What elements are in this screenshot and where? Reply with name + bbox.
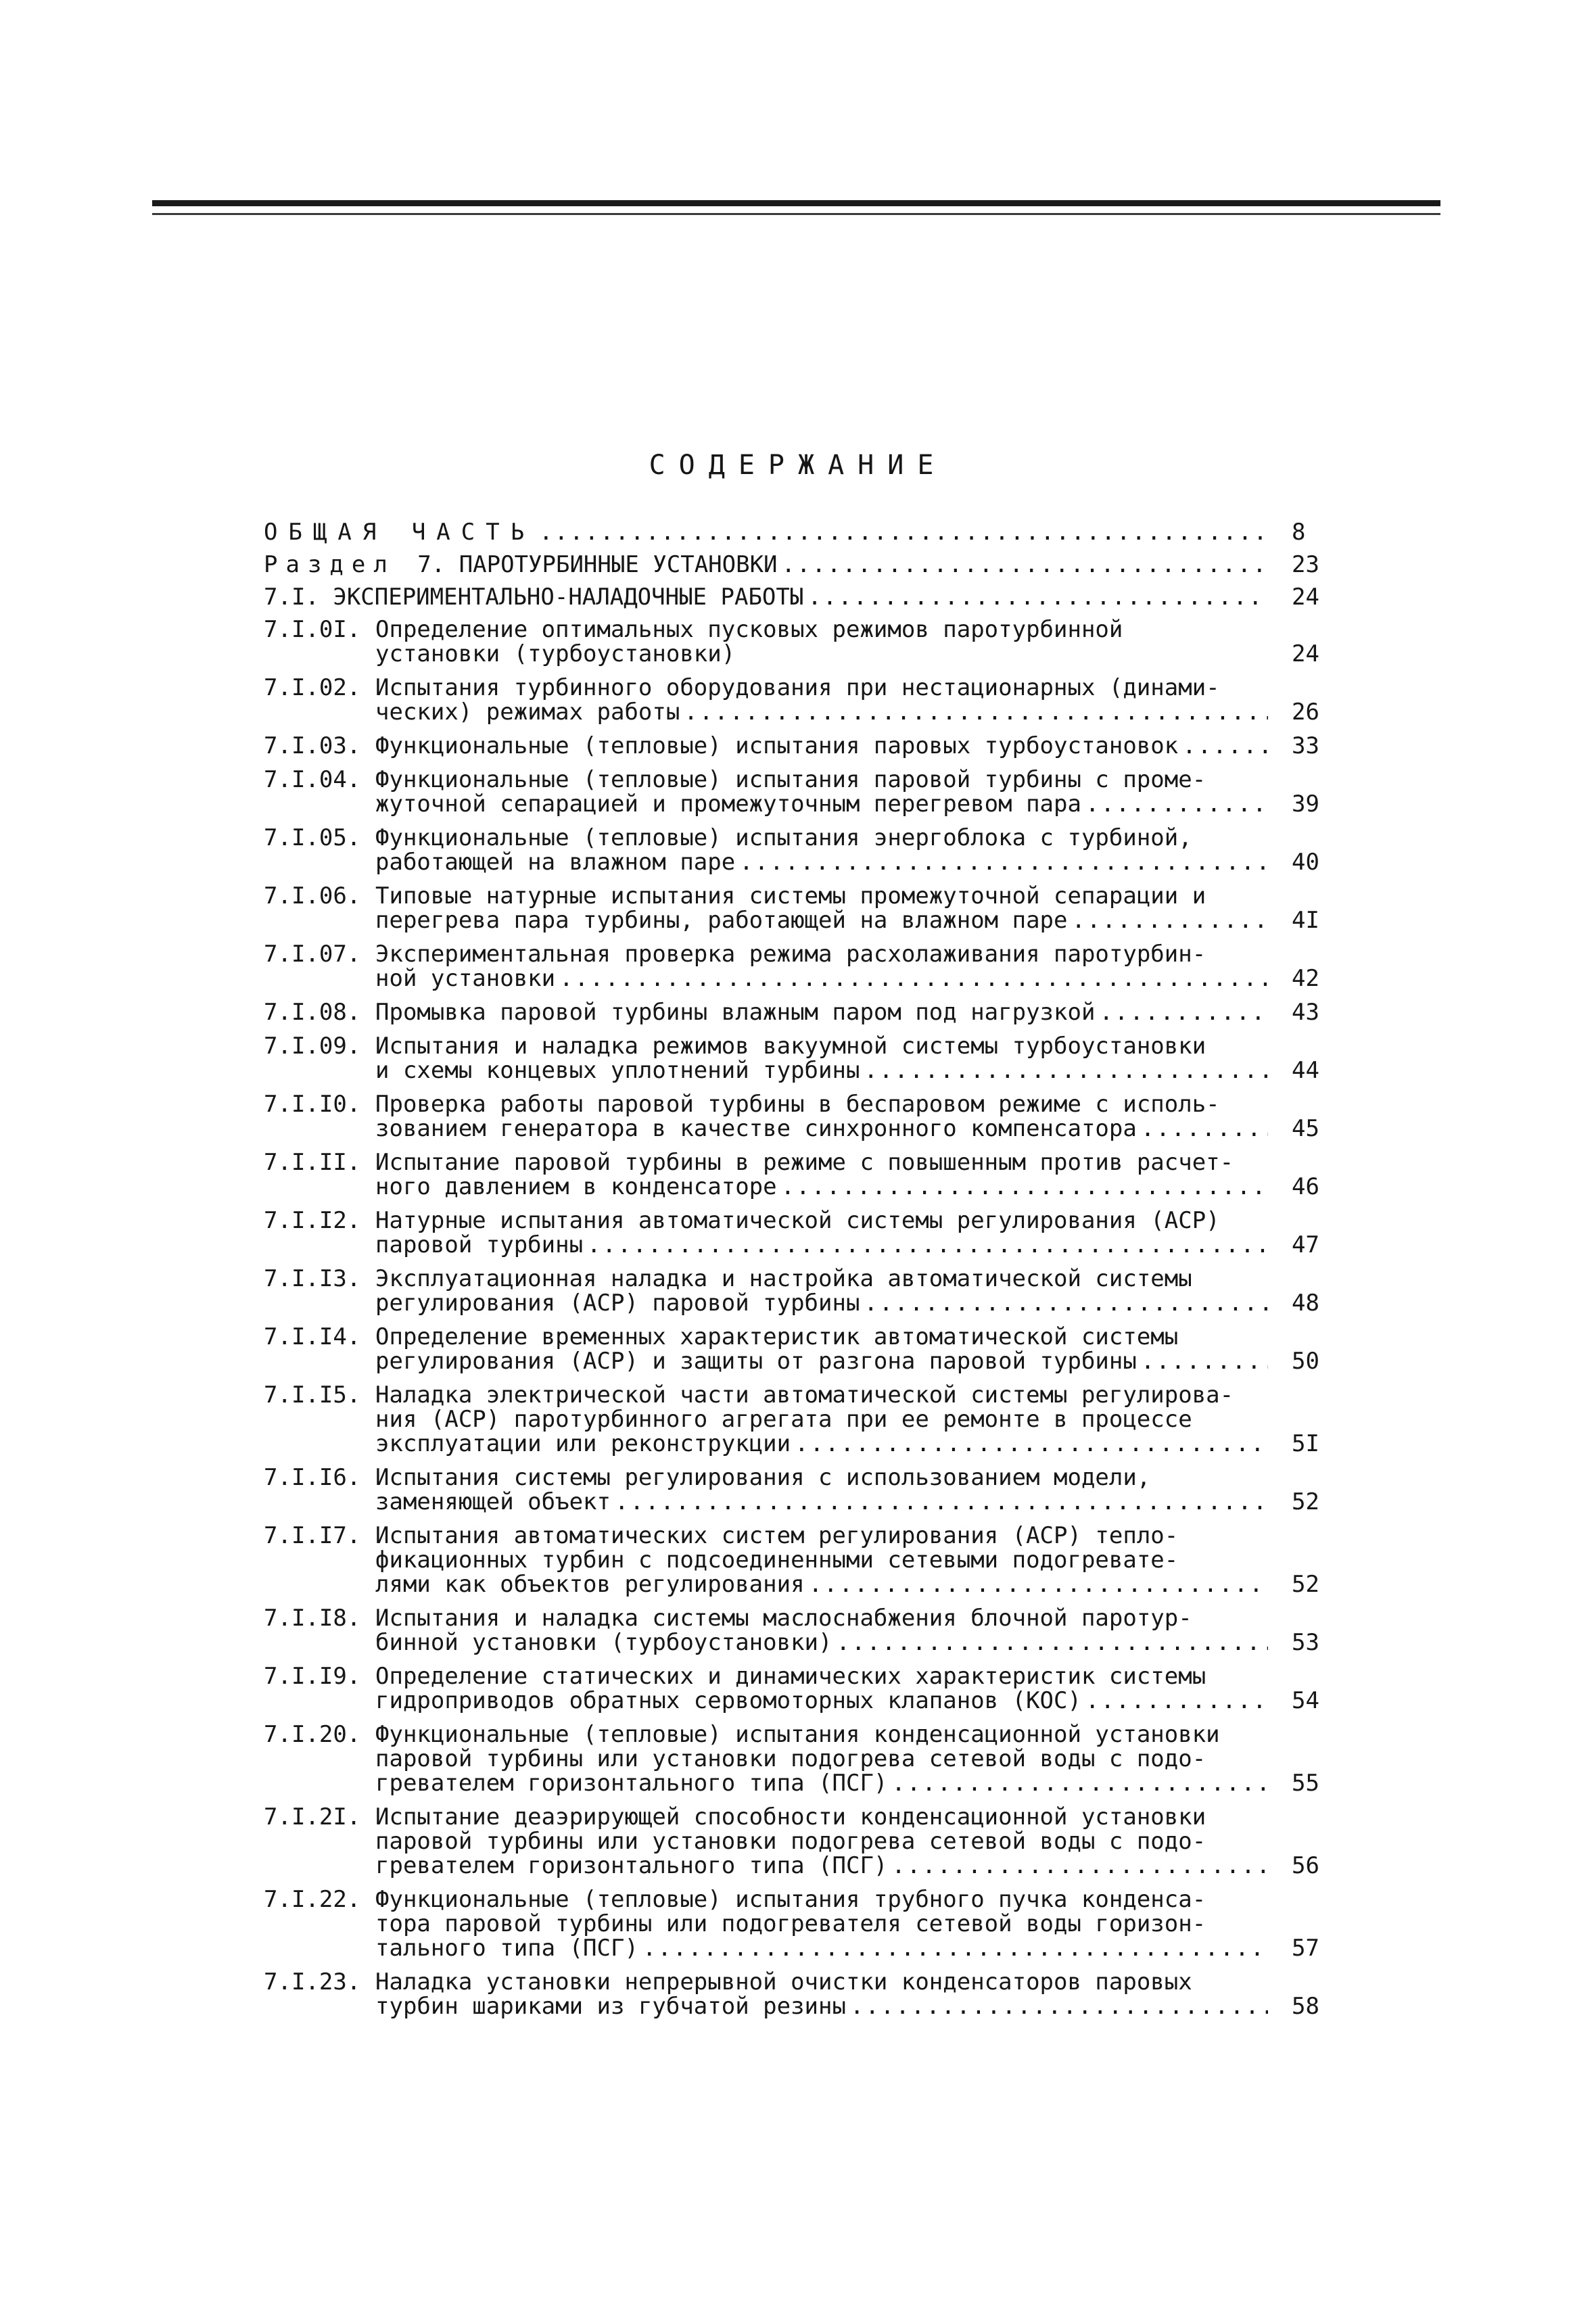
- toc-entry-title: Испытание деаэрирующей способности конденсационной установки паровой турбины или установки подогрева сетевой воды с подо- гревателем горизонтального типа (ПСГ) .....: [375, 1805, 1268, 1878]
- dot-leader: [587, 1233, 1268, 1257]
- toc-page-number: 44: [1292, 1057, 1319, 1084]
- toc-page-number: 46: [1292, 1173, 1319, 1200]
- toc-entry-title: Испытания и наладка режимов вакуумной системы турбоустановки и схемы концевых уплотнений турбины .....: [375, 1034, 1268, 1083]
- toc-entry-title: Проверка работы паровой турбины в беспаровом режиме с исполь- зованием генератора в качестве синхронного компенсатора .....: [375, 1092, 1268, 1141]
- dot-leader: [559, 966, 1268, 991]
- toc-entry: [264, 734, 1346, 758]
- dot-leader: [642, 1936, 1268, 1960]
- toc-entry-title: Функциональные (тепловые) испытания паровой турбины с проме- жуточной сепарацией и промежуточным перегревом пара .....: [375, 768, 1268, 816]
- toc-entry-title: Функциональные (тепловые) испытания энергоблока с турбиной, работающей на влажном паре .....: [375, 826, 1268, 874]
- toc-entry-title: Функциональные (тепловые) испытания конденсационной установки паровой турбины или установки подогрева сетевой воды с подо- гревателем горизонтального типа (ПСГ) .....: [375, 1722, 1268, 1795]
- toc-entry-number: 7.I.I0.: [264, 1091, 361, 1118]
- toc-entry-title: Определение временных характеристик автоматической системы регулирования (АСР) и защиты от разгона паровой турбины .....: [375, 1325, 1268, 1373]
- dot-leader: [891, 1853, 1268, 1878]
- toc-page-number: 45: [1292, 1115, 1319, 1142]
- top-rule-thin: [152, 213, 1440, 215]
- toc-entry-number: 7.I.2I.: [264, 1803, 361, 1831]
- toc-entry: [264, 1000, 1346, 1024]
- toc-page-number: 54: [1292, 1687, 1319, 1714]
- toc-entry-title: Типовые натурные испытания системы промежуточной сепарации и перегрева пара турбины, работающей на влажном паре .....: [375, 884, 1268, 932]
- toc-entry-number: 7.I.I3.: [264, 1265, 361, 1292]
- toc-entry-title: ОБЩАЯ ЧАСТЬ .....: [264, 520, 1268, 544]
- toc-entry: [264, 1606, 1346, 1655]
- toc-entry-number: 7.I.0I.: [264, 616, 361, 643]
- toc-entry-number: 7.I.I9.: [264, 1663, 361, 1690]
- toc-entry-title: Испытания и наладка системы маслоснабжения блочной паротур- бинной установки (турбоустановки) .....: [375, 1606, 1268, 1655]
- dot-leader: [539, 520, 1268, 544]
- dot-leader: [782, 552, 1268, 577]
- toc-entry-title: Испытания автоматических систем регулирования (АСР) тепло- фикационных турбин с подсоединенными сетевыми подогревате- лями как объектов регулирования .....: [375, 1524, 1268, 1597]
- toc-entry-number: 7.I.II.: [264, 1149, 361, 1176]
- toc-page-number: 48: [1292, 1290, 1319, 1317]
- toc-entry: [264, 826, 1346, 874]
- toc-page-number: 43: [1292, 999, 1319, 1026]
- dot-leader: [1085, 1689, 1268, 1713]
- toc-page-number: 57: [1292, 1935, 1319, 1962]
- toc-entry-number: 7.I.I2.: [264, 1207, 361, 1234]
- toc-entry-number: 7.I.02.: [264, 674, 361, 701]
- toc-entry: [264, 1325, 1346, 1373]
- toc-entry-title: Экспериментальная проверка режима расхолаживания паротурбин- ной установки .....: [375, 942, 1268, 991]
- dot-leader: [807, 585, 1268, 609]
- toc-entry: [264, 585, 1346, 609]
- toc-entry-title: Функциональные (тепловые) испытания паровых турбоустановок .....: [375, 734, 1268, 758]
- toc-page-number: 23: [1292, 551, 1319, 578]
- dot-leader: [1141, 1349, 1268, 1373]
- toc-entry-number: 7.I.I6.: [264, 1464, 361, 1491]
- toc-entry: [264, 1465, 1346, 1514]
- toc-entry: [264, 520, 1346, 544]
- toc-entry: [264, 1970, 1346, 2018]
- toc-entry-number: 7.I.I4.: [264, 1323, 361, 1350]
- toc-page-number: 52: [1292, 1571, 1319, 1598]
- toc-entry-title: Определение оптимальных пусковых режимов паротурбинной установки (турбоустановки): [375, 617, 1123, 666]
- toc-entry-number: 7.I.I5.: [264, 1382, 361, 1409]
- toc-entry-number: 7.I.08.: [264, 999, 361, 1026]
- toc-entry-number: 7.I.I8.: [264, 1605, 361, 1632]
- toc-page-number: 24: [1292, 640, 1319, 667]
- toc-entry: [264, 884, 1346, 932]
- toc-entry: [264, 1383, 1346, 1456]
- toc-entry-title: Испытание паровой турбины в режиме с повышенным против расчет- ного давлением в конденсаторе .....: [375, 1150, 1268, 1199]
- toc-entry-title: Промывка паровой турбины влажным паром под нагрузкой .....: [375, 1000, 1268, 1024]
- toc-entry-number: 7.I.04.: [264, 766, 361, 793]
- dot-leader: [795, 1432, 1268, 1456]
- toc-entry-number: 7.I.03.: [264, 732, 361, 759]
- dot-leader: [891, 1771, 1268, 1795]
- toc-entry: [264, 1887, 1346, 1960]
- toc-page-number: 42: [1292, 965, 1319, 992]
- toc-entry: [264, 768, 1346, 816]
- dot-leader: [850, 1994, 1268, 2018]
- page-title: СОДЕРЖАНИЕ: [649, 450, 947, 481]
- dot-leader: [739, 850, 1268, 874]
- table-of-contents: [264, 511, 1346, 2018]
- toc-entry: [264, 676, 1346, 724]
- toc-entry-number: 7.I.07.: [264, 941, 361, 968]
- toc-entry-title: Раздел 7. ПАРОТУРБИННЫЕ УСТАНОВКИ .....: [264, 552, 1268, 577]
- toc-entry: [264, 1092, 1346, 1141]
- dot-leader: [1085, 792, 1268, 816]
- dot-leader: [684, 700, 1268, 724]
- dot-leader: [781, 1175, 1268, 1199]
- toc-entry-title: Эксплуатационная наладка и настройка автоматической системы регулирования (АСР) паровой турбины .....: [375, 1267, 1268, 1315]
- dot-leader: [809, 1572, 1268, 1597]
- toc-entry-title: Испытания турбинного оборудования при нестационарных (динами- ческих) режимах работы .....: [375, 676, 1268, 724]
- toc-entry-title: 7.I. ЭКСПЕРИМЕНТАЛЬНО-НАЛАДОЧНЫЕ РАБОТЫ .....: [264, 585, 1268, 609]
- toc-entry-title: Наладка электрической части автоматической системы регулирова- ния (АСР) паротурбинного агрегата при ее ремонте в процессе эксплуатации или реконструкции .....: [375, 1383, 1268, 1456]
- top-rule: [152, 200, 1440, 206]
- toc-entry: [264, 1805, 1346, 1878]
- toc-page-number: 47: [1292, 1231, 1319, 1258]
- dot-leader: [837, 1630, 1268, 1655]
- toc-page-number: 52: [1292, 1488, 1319, 1515]
- toc-entry: [264, 617, 1346, 666]
- toc-entry: [264, 1267, 1346, 1315]
- toc-page-number: 5I: [1292, 1430, 1319, 1457]
- dot-leader: [1141, 1116, 1268, 1141]
- toc-entry: [264, 942, 1346, 991]
- toc-entry-title: Определение статических и динамических характеристик системы гидроприводов обратных сервомоторных клапанов (КОС) .....: [375, 1664, 1268, 1713]
- dot-leader: [864, 1058, 1268, 1083]
- toc-entry-number: 7.I.I7.: [264, 1522, 361, 1549]
- toc-entry-number: 7.I.20.: [264, 1721, 361, 1748]
- toc-entry: [264, 1150, 1346, 1199]
- toc-entry-title: Испытания системы регулирования с использованием модели, заменяющей объект .....: [375, 1465, 1268, 1514]
- toc-page-number: 33: [1292, 732, 1319, 759]
- dot-leader: [615, 1490, 1268, 1514]
- toc-page-number: 58: [1292, 1993, 1319, 2020]
- toc-page-number: 24: [1292, 584, 1319, 611]
- toc-entry-title: Натурные испытания автоматической системы регулирования (АСР) паровой турбины .....: [375, 1208, 1268, 1257]
- toc-page-number: 8: [1292, 519, 1306, 546]
- dot-leader: [1099, 1000, 1268, 1024]
- toc-page-number: 55: [1292, 1770, 1319, 1797]
- toc-page-number: 39: [1292, 790, 1319, 818]
- dot-leader: [1072, 908, 1269, 932]
- toc-page-number: 50: [1292, 1348, 1319, 1375]
- dot-leader: [864, 1291, 1268, 1315]
- toc-entry-number: 7.I.06.: [264, 882, 361, 910]
- toc-entry-title: Наладка установки непрерывной очистки конденсаторов паровых турбин шариками из губчатой резины .....: [375, 1970, 1268, 2018]
- toc-entry-number: 7.I.05.: [264, 824, 361, 851]
- toc-page-number: 56: [1292, 1852, 1319, 1879]
- toc-entry: [264, 1722, 1346, 1795]
- toc-entry: [264, 1664, 1346, 1713]
- toc-entry: [264, 1524, 1346, 1597]
- toc-entry: [264, 552, 1346, 577]
- toc-entry: [264, 1034, 1346, 1083]
- toc-page-number: 4I: [1292, 907, 1319, 934]
- toc-entry: [264, 1208, 1346, 1257]
- toc-page-number: 26: [1292, 699, 1319, 726]
- toc-page-number: 40: [1292, 849, 1319, 876]
- toc-entry-number: 7.I.09.: [264, 1033, 361, 1060]
- dot-leader: [1182, 734, 1268, 758]
- toc-entry-number: 7.I.22.: [264, 1886, 361, 1913]
- toc-entry-number: 7.I.23.: [264, 1968, 361, 1996]
- toc-page-number: 53: [1292, 1629, 1319, 1656]
- toc-entry-title: Функциональные (тепловые) испытания трубного пучка конденса- тора паровой турбины или подогревателя сетевой воды горизон- тального типа (ПСГ) .....: [375, 1887, 1268, 1960]
